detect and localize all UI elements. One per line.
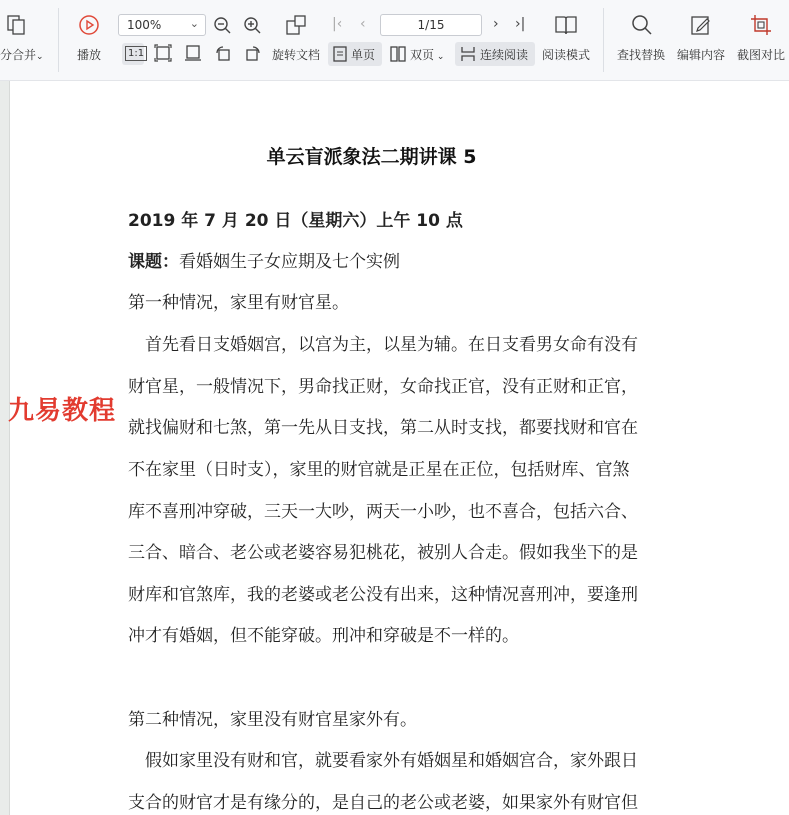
rotate-document-button[interactable]: 旋转文档 [272, 48, 321, 62]
paragraph-line: 第一种情况，家里有财官星。 [128, 293, 349, 313]
merge-label: 分合并 [0, 48, 37, 62]
paragraph-line: 支合的财官才是有缘分的，是自己的老公或老婆，如果家外有财官但 [128, 793, 638, 813]
paragraph-line: 就找偏财和七煞，第一先从日支找，第二从时支找，都要找财和官在 [128, 418, 638, 438]
find-replace-button[interactable]: 查找替换 [617, 48, 666, 62]
page-number-input[interactable]: 1/15 [380, 14, 482, 36]
date-line: 2019 年 7 月 20 日（星期六）上午 10 点 [128, 211, 463, 231]
watermark-logo: 九易教程 [8, 396, 117, 426]
edit-content-icon[interactable] [690, 14, 712, 36]
toolbar [0, 0, 789, 81]
paragraph-line: 不在家里（日时支），家里的财官就是正星在正位，包括财库、官煞 [128, 460, 630, 480]
play-button[interactable]: 播放 [77, 48, 102, 62]
double-page-icon[interactable] [390, 46, 406, 62]
continuous-reading-label: 连续阅读 [480, 48, 529, 62]
paragraph-line: 冲才有婚姻，但不能穿破。刑冲和穿破是不一样的。 [128, 626, 519, 646]
last-page-icon[interactable]: ›| [515, 16, 526, 32]
screenshot-compare-button[interactable]: 截图对比 [737, 48, 786, 62]
zoom-in-icon[interactable] [243, 16, 263, 36]
paragraph-line: 第二种情况，家里没有财官星家外有。 [128, 710, 417, 730]
zoom-value: 100% [127, 18, 162, 32]
chevron-down-icon: ⌄ [36, 52, 44, 62]
single-page-label: 单页 [351, 48, 376, 62]
double-page-button[interactable] [410, 46, 444, 63]
paragraph-line: 财官星，一般情况下，男命找正财，女命找正官，没有正财和正官， [128, 377, 638, 397]
paragraph-line: 三合、暗合、老公或老婆容易犯桃花，被别人合走。假如我坐下的是 [128, 543, 638, 563]
chevron-down-icon: ⌄ [189, 17, 199, 30]
rotate-left-icon[interactable] [214, 44, 232, 62]
first-page-icon[interactable]: |‹ [332, 16, 343, 32]
reading-mode-icon[interactable] [554, 14, 578, 36]
zoom-out-icon[interactable] [213, 16, 233, 36]
single-page-icon [333, 46, 347, 62]
topic-label: 课题： [128, 252, 179, 272]
document-title: 单云盲派象法二期讲课 5 [266, 146, 477, 168]
rotate-right-icon[interactable] [244, 44, 262, 62]
zoom-select[interactable] [118, 14, 206, 36]
screenshot-compare-icon[interactable] [750, 14, 772, 36]
actual-size-label: 1:1 [125, 46, 147, 61]
search-icon[interactable] [631, 14, 653, 36]
topic-line [128, 247, 400, 272]
merge-button[interactable] [0, 46, 44, 63]
paragraph-line: 假如家里没有财和官，就要看家外有婚姻星和婚姻宫合，家外跟日 [128, 751, 638, 771]
double-page-label: 双页 [410, 48, 435, 62]
previous-page-icon[interactable]: ‹ [360, 16, 366, 32]
left-sidebar-strip [0, 81, 10, 815]
continuous-reading-icon [460, 46, 476, 62]
fit-width-icon[interactable] [184, 44, 202, 62]
play-icon[interactable] [78, 14, 100, 36]
reading-mode-button[interactable]: 阅读模式 [542, 48, 591, 62]
fit-page-icon[interactable] [154, 44, 172, 62]
paragraph-line: 财库和官煞库，我的老婆或老公没有出来，这种情况喜刑冲，要逢刑 [128, 585, 638, 605]
separator [58, 8, 59, 72]
separator [603, 8, 604, 72]
topic-text: 看婚姻生子女应期及七个实例 [179, 252, 400, 272]
paragraph-line: 库不喜刑冲穿破，三天一大吵，两天一小吵，也不喜合，包括六合、 [128, 502, 638, 522]
paragraph-line: 首先看日支婚姻宫，以宫为主，以星为辅。在日支看男女命有没有 [128, 335, 638, 355]
merge-icon[interactable] [6, 14, 26, 36]
next-page-icon[interactable]: › [493, 16, 499, 32]
rotate-document-icon[interactable] [284, 14, 308, 36]
edit-content-button[interactable]: 编辑内容 [677, 48, 726, 62]
chevron-down-icon: ⌄ [434, 52, 445, 62]
